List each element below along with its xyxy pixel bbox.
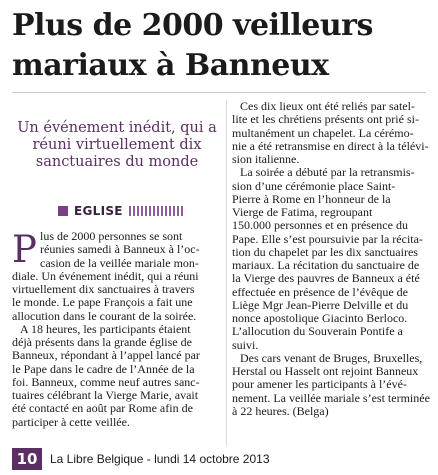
body-line: Banneux, répondant à l’appel lancé par	[12, 349, 200, 363]
body-line: Pape. Elle s’est poursuivie par la récita-	[232, 232, 423, 246]
rubric-hatch-bar	[129, 206, 184, 216]
body-line: à 22 heures. (Belga)	[232, 404, 329, 418]
body-line: nonce apostolique Giacinto Berloco.	[232, 312, 408, 325]
body-line: foi. Banneux, comme neuf autres sanc-	[12, 375, 200, 389]
body-line: 150.000 personnes et en présence du	[232, 219, 408, 233]
left-body	[12, 230, 222, 429]
body-line: lite et les chrétiens présents ont prié si-	[232, 113, 419, 127]
body-line: Pierre à Rome en l’honneur de la	[232, 192, 391, 206]
column-divider	[226, 100, 227, 446]
body-line: Ces dix lieux ont été reliés par satel-	[240, 100, 415, 113]
headline-line: Plus de 2000 veilleurs	[12, 8, 373, 43]
body-line: Des cars venant de Bruges, Bruxelles,	[240, 351, 423, 365]
body-line: Vierge de Fatima, regroupant	[232, 206, 373, 219]
body-line: tion du chapelet par les dix sanctuaires	[232, 245, 418, 259]
body-line: Liège Mgr Jean-Pierre Delville et du	[232, 298, 409, 312]
body-line: nie a été retransmise en direct à la télévi-	[232, 139, 429, 153]
body-line: le Pape dans le cadre de l’Année de la	[12, 362, 195, 376]
publication-line: La Libre Belgique - lundi 14 octobre 2013	[50, 452, 270, 466]
body-line: déjà présents dans la grande église de	[12, 336, 192, 349]
body-line: lus de 2000 personnes se sont	[40, 230, 183, 243]
body-line: multanément un chapelet. La cérémo-	[232, 126, 414, 140]
page-number: 10	[12, 448, 42, 470]
body-line: tuaires célébrant la Vierge Marie, avait	[12, 389, 199, 402]
body-line: diale. Un événement inédit, qui a réuni	[12, 269, 199, 283]
headline-rule	[12, 92, 426, 93]
body-line: réunies samedi à Banneux à l’oc-	[40, 243, 200, 257]
body-line: nement. La veillée mariale s’est terminée	[232, 391, 430, 405]
body-line: Herstal ou Hasselt ont rejoint Banneux	[232, 365, 419, 378]
body-line: A 18 heures, les participants étaient	[20, 322, 191, 336]
body-line: La soirée a débuté par la retransmis-	[240, 166, 415, 180]
body-line: suivi.	[232, 338, 259, 352]
body-line: pour amener les participants à l’évé-	[232, 378, 407, 392]
rubric-label: EGLISE	[74, 204, 123, 218]
deck-line: sanctuaires du monde	[35, 154, 199, 170]
rubric-square-icon	[58, 206, 68, 216]
dropcap: P	[12, 228, 37, 271]
deck-line: réuni virtuellement dix	[32, 137, 202, 153]
headline-line: mariaux à Banneux	[12, 48, 329, 83]
section-rubric	[58, 202, 184, 220]
body-line: participer à cette veillée.	[12, 415, 130, 429]
deck-line: Un événement inédit, qui a	[17, 120, 217, 136]
body-line: sion d’une cérémonie place Saint-	[232, 179, 396, 193]
deck	[12, 120, 222, 171]
body-line: L’allocution du Souverain Pontife a	[232, 325, 403, 339]
headline	[12, 6, 432, 86]
right-body	[232, 100, 430, 418]
body-line: effectuée en présence de l’évêque de	[232, 285, 408, 299]
body-line: sion italienne.	[232, 153, 300, 166]
body-line: la Vierge des pauvres de Banneux a été	[232, 272, 420, 286]
body-line: le monde. Le pape François a fait une	[12, 296, 193, 310]
body-line: allocution dans le courant de la soirée.	[12, 309, 197, 323]
page-footer	[12, 448, 426, 470]
body-line: mariaux. La récitation du sanctuaire de	[232, 259, 420, 272]
body-line: casion de la veillée mariale mon-	[40, 256, 199, 270]
body-line: été contacté en août par Rome afin de	[12, 402, 193, 416]
body-line: virtuellement dix sanctuaires à travers	[12, 283, 195, 296]
